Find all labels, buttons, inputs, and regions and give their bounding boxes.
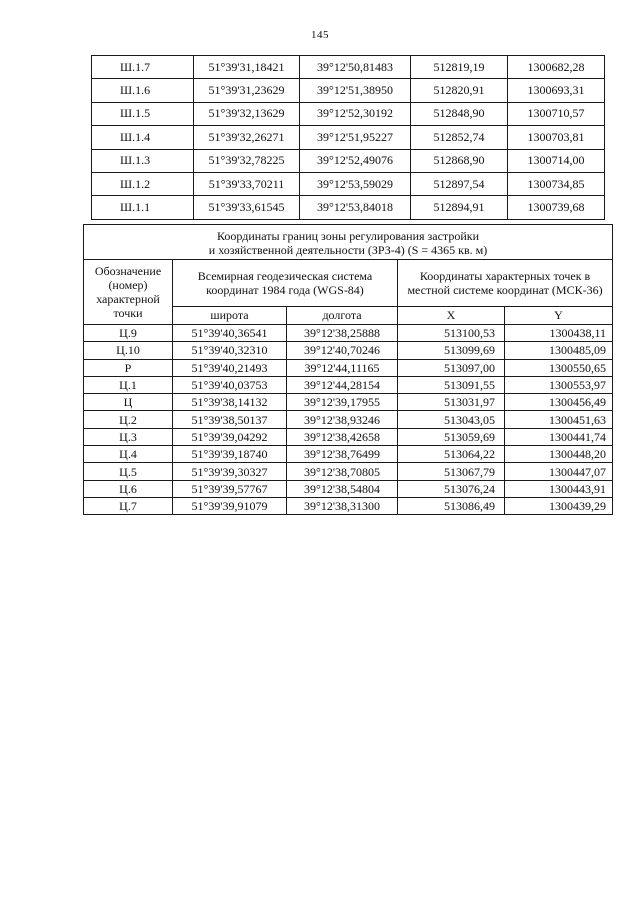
longitude-cell: 39°12'52,49076 xyxy=(300,149,411,172)
point-id-cell: Ц.1 xyxy=(84,376,173,393)
coord-y-cell: 1300447,07 xyxy=(505,463,613,480)
table-row xyxy=(84,411,613,428)
longitude-cell: 39°12'38,42658 xyxy=(287,428,398,445)
point-id-cell: Ш.1.2 xyxy=(92,172,194,195)
longitude-cell: 39°12'39,17955 xyxy=(287,394,398,411)
coord-y-cell: 1300714,00 xyxy=(508,149,605,172)
table-title-line2: и хозяйственной деятельности (ЗРЗ-4) (S = 4365 кв. м) xyxy=(208,243,488,257)
zone-boundary-table xyxy=(83,224,613,515)
latitude-cell: 51°39'33,61545 xyxy=(194,196,300,219)
table-row xyxy=(84,325,613,342)
latitude-cell: 51°39'31,23629 xyxy=(194,79,300,102)
coord-y-cell: 1300456,49 xyxy=(505,394,613,411)
latitude-cell: 51°39'39,18740 xyxy=(173,446,287,463)
latitude-cell: 51°39'33,70211 xyxy=(194,172,300,195)
latitude-cell: 51°39'40,03753 xyxy=(173,376,287,393)
coord-y-cell: 1300703,81 xyxy=(508,126,605,149)
coord-y-cell: 1300451,63 xyxy=(505,411,613,428)
coord-x-cell: 513031,97 xyxy=(398,394,505,411)
coord-y-cell: 1300693,31 xyxy=(508,79,605,102)
coord-x-cell: 512868,90 xyxy=(411,149,508,172)
coord-y-cell: 1300448,20 xyxy=(505,446,613,463)
latitude-cell: 51°39'40,21493 xyxy=(173,359,287,376)
coord-x-cell: 512894,91 xyxy=(411,196,508,219)
table-row xyxy=(92,126,605,149)
point-id-cell: Ц.10 xyxy=(84,342,173,359)
point-id-cell: Ц.6 xyxy=(84,480,173,497)
longitude-cell: 39°12'51,38950 xyxy=(300,79,411,102)
latitude-cell: 51°39'32,26271 xyxy=(194,126,300,149)
longitude-cell: 39°12'53,84018 xyxy=(300,196,411,219)
subheader-longitude: долгота xyxy=(287,307,398,325)
point-id-cell: Ц.7 xyxy=(84,497,173,514)
coord-x-cell: 513099,69 xyxy=(398,342,505,359)
longitude-cell: 39°12'38,54804 xyxy=(287,480,398,497)
table-row xyxy=(84,463,613,480)
coord-x-cell: 513086,49 xyxy=(398,497,505,514)
longitude-cell: 39°12'38,31300 xyxy=(287,497,398,514)
coord-x-cell: 513097,00 xyxy=(398,359,505,376)
longitude-cell: 39°12'38,76499 xyxy=(287,446,398,463)
longitude-cell: 39°12'51,95227 xyxy=(300,126,411,149)
coord-x-cell: 513059,69 xyxy=(398,428,505,445)
point-id-cell: Ц xyxy=(84,394,173,411)
coord-y-cell: 1300550,65 xyxy=(505,359,613,376)
point-id-cell: Ш.1.6 xyxy=(92,79,194,102)
point-id-cell: Ц.9 xyxy=(84,325,173,342)
longitude-cell: 39°12'44,28154 xyxy=(287,376,398,393)
coord-x-cell: 512848,90 xyxy=(411,102,508,125)
table-title-line1: Координаты границ зоны регулирования застройки xyxy=(217,229,479,243)
longitude-cell: 39°12'50,81483 xyxy=(300,56,411,79)
latitude-cell: 51°39'39,91079 xyxy=(173,497,287,514)
coord-y-cell: 1300553,97 xyxy=(505,376,613,393)
coord-y-cell: 1300739,68 xyxy=(508,196,605,219)
latitude-cell: 51°39'39,04292 xyxy=(173,428,287,445)
table-title xyxy=(84,225,613,260)
header-point-designation: Обозначение (номер) характерной точки xyxy=(84,260,173,325)
subheader-x: X xyxy=(398,307,505,325)
point-id-cell: Ц.2 xyxy=(84,411,173,428)
page-number: 145 xyxy=(311,29,329,41)
coord-y-cell: 1300438,11 xyxy=(505,325,613,342)
coord-x-cell: 513076,24 xyxy=(398,480,505,497)
coord-x-cell: 512897,54 xyxy=(411,172,508,195)
table-row xyxy=(92,196,605,219)
coord-y-cell: 1300734,85 xyxy=(508,172,605,195)
latitude-cell: 51°39'32,78225 xyxy=(194,149,300,172)
coord-x-cell: 513091,55 xyxy=(398,376,505,393)
coord-y-cell: 1300443,91 xyxy=(505,480,613,497)
table-row xyxy=(92,56,605,79)
point-id-cell: Ш.1.1 xyxy=(92,196,194,219)
table-row xyxy=(84,497,613,514)
coord-x-cell: 513067,79 xyxy=(398,463,505,480)
longitude-cell: 39°12'38,25888 xyxy=(287,325,398,342)
coord-y-cell: 1300682,28 xyxy=(508,56,605,79)
table-row xyxy=(84,376,613,393)
table-row xyxy=(84,342,613,359)
point-id-cell: Ш.1.3 xyxy=(92,149,194,172)
top-table-body xyxy=(92,56,605,220)
point-id-cell: Ш.1.5 xyxy=(92,102,194,125)
table-row xyxy=(84,480,613,497)
point-id-cell: Ц.3 xyxy=(84,428,173,445)
table-row xyxy=(84,394,613,411)
coord-x-cell: 512820,91 xyxy=(411,79,508,102)
longitude-cell: 39°12'40,70246 xyxy=(287,342,398,359)
coord-x-cell: 513064,22 xyxy=(398,446,505,463)
coord-y-cell: 1300439,29 xyxy=(505,497,613,514)
point-id-cell: Ц.5 xyxy=(84,463,173,480)
point-id-cell: Р xyxy=(84,359,173,376)
table-row xyxy=(92,79,605,102)
longitude-cell: 39°12'44,11165 xyxy=(287,359,398,376)
top-coordinates-table xyxy=(91,55,605,220)
zone-table-body xyxy=(84,325,613,515)
longitude-cell: 39°12'38,93246 xyxy=(287,411,398,428)
latitude-cell: 51°39'40,32310 xyxy=(173,342,287,359)
point-id-cell: Ш.1.7 xyxy=(92,56,194,79)
latitude-cell: 51°39'38,14132 xyxy=(173,394,287,411)
table-row xyxy=(84,359,613,376)
table-row xyxy=(92,172,605,195)
longitude-cell: 39°12'53,59029 xyxy=(300,172,411,195)
subheader-y: Y xyxy=(505,307,613,325)
longitude-cell: 39°12'38,70805 xyxy=(287,463,398,480)
point-id-cell: Ц.4 xyxy=(84,446,173,463)
latitude-cell: 51°39'32,13629 xyxy=(194,102,300,125)
coord-x-cell: 513043,05 xyxy=(398,411,505,428)
coord-x-cell: 513100,53 xyxy=(398,325,505,342)
coord-y-cell: 1300710,57 xyxy=(508,102,605,125)
coord-y-cell: 1300485,09 xyxy=(505,342,613,359)
latitude-cell: 51°39'39,30327 xyxy=(173,463,287,480)
table-row xyxy=(92,102,605,125)
table-row xyxy=(84,446,613,463)
coord-y-cell: 1300441,74 xyxy=(505,428,613,445)
header-msk36: Координаты характерных точек в местной системе координат (МСК-36) xyxy=(398,260,613,307)
latitude-cell: 51°39'40,36541 xyxy=(173,325,287,342)
subheader-latitude: широта xyxy=(173,307,287,325)
table-row xyxy=(84,428,613,445)
coord-x-cell: 512819,19 xyxy=(411,56,508,79)
table-row xyxy=(92,149,605,172)
header-wgs84: Всемирная геодезическая система координат 1984 года (WGS-84) xyxy=(173,260,398,307)
point-id-cell: Ш.1.4 xyxy=(92,126,194,149)
coord-x-cell: 512852,74 xyxy=(411,126,508,149)
latitude-cell: 51°39'39,57767 xyxy=(173,480,287,497)
latitude-cell: 51°39'31,18421 xyxy=(194,56,300,79)
latitude-cell: 51°39'38,50137 xyxy=(173,411,287,428)
longitude-cell: 39°12'52,30192 xyxy=(300,102,411,125)
